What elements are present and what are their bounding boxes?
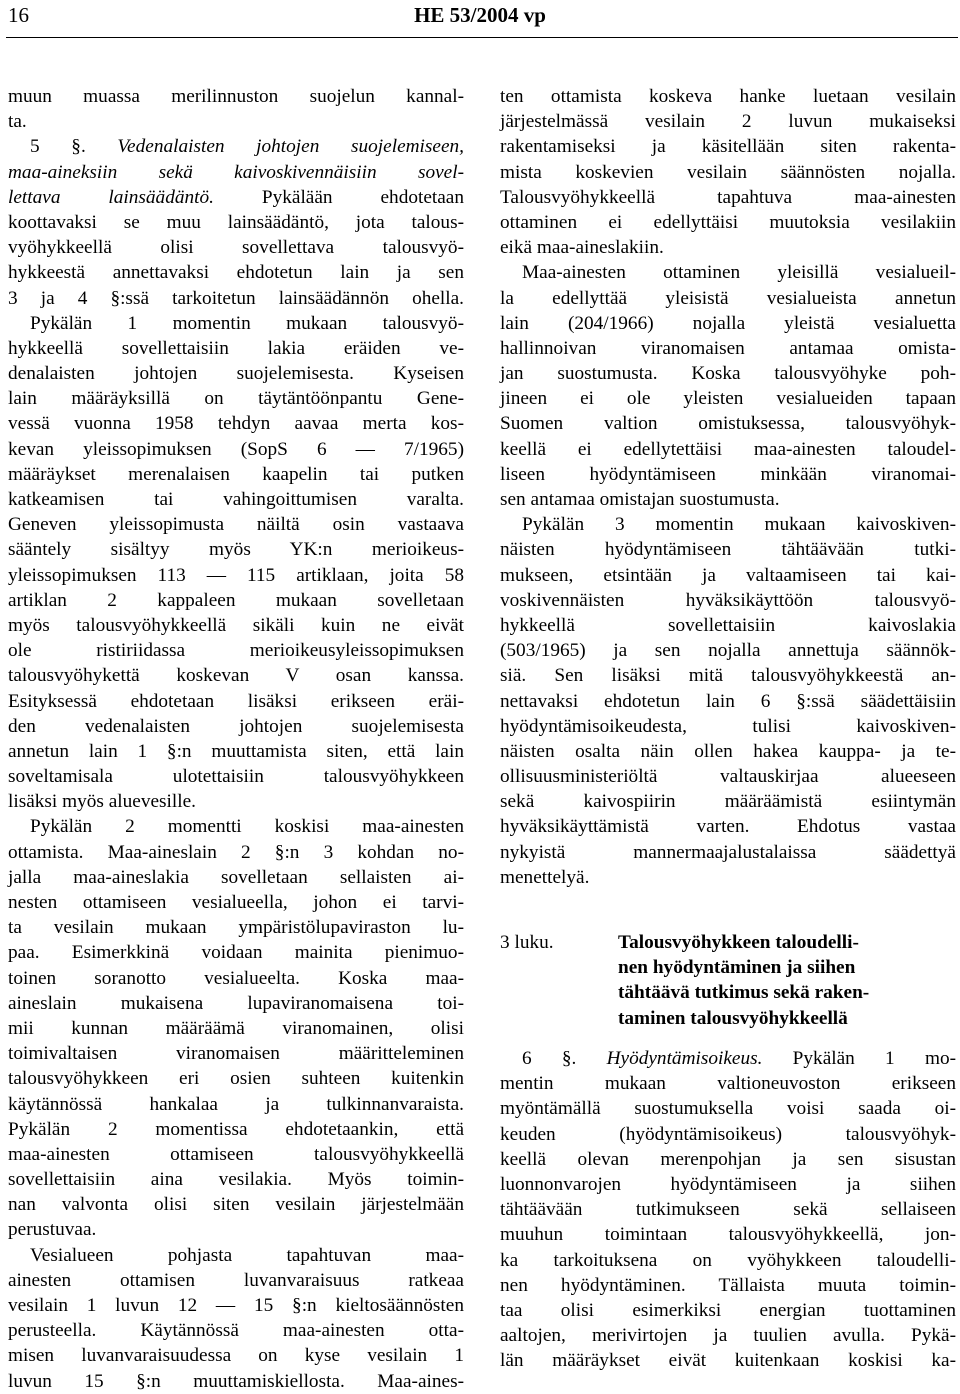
- text-line: nen hyödyntäminen. Tällaista muuta toimin-: [500, 1274, 956, 1296]
- text-line: ole ristiriidassa merioikeusyleissopimuksen: [8, 640, 464, 662]
- chapter-title-line: Talousvyöhykkeen taloudelli-: [618, 932, 859, 953]
- text-line: järjestelmässä vesilain 2 luvun mukaiseksi: [500, 111, 956, 133]
- text-line: nettavaksi ehdotetun lain 6 §:ssä säädettäisiin: [500, 690, 956, 712]
- text-line: Vesialueen pohjasta tapahtuvan maa-: [30, 1244, 464, 1266]
- text-line: jalla maa-aineslakia sovelletaan sellaisten ai-: [8, 866, 464, 888]
- text-line: aaltojen, merivirtojen ja tuulien avulla. Pykä-: [500, 1325, 956, 1347]
- text-line: 5 §. Vedenalaisten johtojen suojelemiseen,: [30, 136, 464, 158]
- header-rule: [6, 37, 958, 38]
- text-line: denalaisten johtojen suojelemisesta. Kyseisen: [8, 363, 464, 385]
- text-line: ta.: [8, 111, 27, 133]
- text-line: sovellettaisiin aina vesilakia. Myös toimin-: [8, 1169, 464, 1191]
- text-line: lettava lainsäädäntö. Pykälään ehdotetaan: [8, 186, 465, 208]
- text-line: myöntämällä suostumuksella voisi saada oi-: [500, 1098, 956, 1120]
- text-line: Geneven yleissopimusta näiltä osin vastaava: [8, 514, 464, 536]
- chapter-title-line: taminen talousvyöhykkeellä: [618, 1007, 848, 1029]
- text-line: Maa-ainesten ottaminen yleisillä vesialueil-: [522, 262, 956, 284]
- text-line: nan valvonta olisi siten vesilain järjestelmään: [8, 1194, 464, 1216]
- text-line: hykkeestä annettavaksi ehdotetun lain ja sen: [8, 262, 464, 284]
- text-line: aineslain mukaisena lupaviranomaisena toi-: [8, 992, 464, 1014]
- text-line: jineen ei ole yleisten vesialueiden tapaan: [500, 388, 956, 410]
- text-line: ollisuusministeriöltä valtauskirjaa alueeseen: [500, 766, 956, 788]
- text-line: keuden (hyödyntämisoikeus) talousvyöhyk-: [500, 1123, 956, 1145]
- text-line: nesten ottamiseen vesialueella, johon ei tarvi-: [8, 892, 464, 913]
- text-line: ainesten ottamisen luvanvaraisuus ratkeaa: [8, 1269, 464, 1291]
- text-line: ottamista. Maa-aineslain 2 §:n 3 kohdan no-: [8, 841, 464, 863]
- text-line: kevan yleissopimuksen (SopS 6 — 7/1965): [8, 438, 464, 460]
- chapter-title-line: nen hyödyntäminen ja siihen: [618, 957, 856, 979]
- text-line: hyväksikäyttämistä varten. Ehdotus vastaa: [500, 816, 956, 838]
- text-line: maa-aineksiin sekä kaivoskivennäisiin sovel-: [8, 161, 464, 183]
- text-line: mukseen, etsintään ja valtaamiseen tai kai-: [500, 564, 956, 586]
- text-line: lain määräyksillä on täytäntöönpantu Gene-: [8, 388, 464, 410]
- left-column: [8, 84, 464, 1394]
- right-column-bottom-text: [500, 1046, 956, 1373]
- text-line: koottavaksi se muu lainsäädäntö, jota talous-: [8, 211, 464, 233]
- text-line: määräykset merenalaisen kaapelin tai putken: [8, 463, 464, 485]
- text-line: keellä olevan merenpohjan ja sen sisustan: [500, 1148, 956, 1170]
- text-line: län määräykset eivät kuitenkaan koskisi ka-: [500, 1350, 956, 1372]
- text-line: talousvyöhykkeen eri osien suhteen kuitenkin: [8, 1068, 464, 1090]
- text-line: näisten osalta näin ollen hakea kauppa- ja te-: [500, 740, 956, 762]
- text-line: liseen hyödyntämiseen minkään viranomai-: [500, 463, 956, 485]
- text-line: den vedenalaisten johtojen suojelemisesta: [8, 715, 464, 737]
- text-line: toinen soranotto vesialueelta. Koska maa-: [8, 967, 464, 989]
- text-line: maa-ainesten ottamiseen talousvyöhykkeellä: [8, 1143, 464, 1165]
- text-line: käytännössä hankalaa ja tulkinnanvaraista.: [8, 1093, 464, 1115]
- text-line: 3 ja 4 §:ssä tarkoitetun lainsäädännön ohella.: [8, 287, 464, 309]
- text-line: Pykälän 2 momentissa ehdotetaankin, että: [8, 1118, 464, 1140]
- text-line: lisäksi myös aluevesille.: [8, 791, 196, 813]
- text-line: muun muassa merilinnuston suojelun kannal-: [8, 86, 464, 107]
- text-line: vessä vuonna 1958 tehdyn aavaa merta kos-: [8, 413, 464, 435]
- text-line: yleissopimuksen 113 — 115 artiklaan, joita 58: [8, 564, 464, 586]
- text-line: nykyistä mannermaajalustalaissa säädettyä: [500, 841, 956, 863]
- text-line: perusteella. Käytännössä maa-ainesten otta-: [8, 1320, 464, 1342]
- document-id: HE 53/2004 vp: [414, 3, 546, 27]
- text-line: annetun lain 1 §:n muuttamista siten, että lain: [8, 740, 464, 762]
- text-line: paa. Esimerkkinä voidaan mainita pienimuo-: [8, 942, 464, 964]
- text-line: soveltamisala ulotettaisiin talousvyöhykkeen: [8, 766, 464, 788]
- text-line: Suomen valtion omistuksessa, talousvyöhyk-: [500, 413, 956, 435]
- text-line: vesilain 1 luvun 12 — 15 §:n kieltosäännösten: [8, 1295, 464, 1316]
- text-line: luonnonvarojen hyödyntämiseen ja siihen: [500, 1173, 956, 1195]
- text-line: Esityksessä ehdotetaan lisäksi erikseen eräi-: [8, 690, 464, 712]
- page-header: [0, 0, 960, 40]
- text-line: Pykälän 1 momentin mukaan talousvyö-: [30, 312, 464, 334]
- chapter-title-line: tähtäävä tutkimus sekä raken-: [618, 982, 870, 1004]
- text-line: mentin mukaan valtioneuvoston erikseen: [500, 1073, 956, 1095]
- text-line: menettelyä.: [500, 866, 590, 888]
- text-line: taa olisi esimerkiksi energian tuottaminen: [500, 1299, 956, 1321]
- text-line: sen antamaa omistajan suostumusta.: [500, 489, 780, 510]
- text-line: talousvyöhykettä koskevan V osan kanssa.: [8, 665, 464, 687]
- text-line: hyödyntämisoikeudesta, tulisi kaivoskiven-: [500, 715, 956, 737]
- text-line: jan suostumusta. Koska talousvyöhyke poh-: [500, 363, 956, 385]
- text-line: 6 §. Hyödyntämisoikeus. Pykälän 1 mo-: [522, 1048, 957, 1069]
- text-line: sekä kaivospiirin määräämistä esiintymän: [500, 791, 956, 813]
- text-line: Pykälän 3 momentin mukaan kaivoskiven-: [522, 514, 956, 536]
- text-line: Talousvyöhykkeellä tapahtuva maa-ainesten: [500, 186, 956, 208]
- text-line: myös talousvyöhykkeellä sikäli kuin ne eivät: [8, 614, 464, 636]
- text-line: toimivaltaisen viranomaisen määritteleminen: [8, 1043, 464, 1065]
- text-line: eikä maa-aineslakiin.: [500, 237, 664, 259]
- text-line: ta vesilain mukaan ympäristölupaviraston lu-: [8, 917, 464, 939]
- text-line: lain (204/1966) nojalla yleistä vesialuetta: [500, 312, 956, 334]
- text-line: (503/1965) ja sen nojalla annettuja säännök-: [500, 640, 956, 662]
- text-line: misen luvanvaraisuudessa on kyse vesilain 1: [8, 1345, 464, 1367]
- page-number: 16: [8, 3, 29, 27]
- text-line: hykkeellä sovellettaisiin lakia eräiden ve-: [8, 337, 464, 359]
- text-line: luvun 15 §:n muuttamiskiellosta. Maa-aines-: [8, 1370, 464, 1392]
- text-line: näisten hyödyntämiseen tähtäävään tutki-: [500, 539, 956, 561]
- text-line: siä. Sen lisäksi mitä talousvyöhykkeestä an-: [500, 665, 956, 687]
- text-line: hallinnoivan viranomaisen antamaa omista-: [500, 337, 956, 359]
- text-line: Pykälän 2 momentti koskisi maa-ainesten: [30, 816, 464, 838]
- chapter-number: 3 luku.: [500, 932, 554, 953]
- text-line: tähtäävään tutkimukseen sekä sellaiseen: [500, 1199, 956, 1221]
- text-line: la edellyttää yleisistä vesialueista annetun: [500, 287, 956, 309]
- right-column: [500, 84, 956, 1373]
- text-line: rakentamiseksi ja käsitellään siten rakenta-: [500, 136, 956, 158]
- text-line: vyöhykkeellä olisi sovellettava talousvyö-: [8, 237, 464, 259]
- right-column-top-text: [500, 84, 956, 890]
- text-line: katkeamisen tai vahingoittumisen varalta.: [8, 489, 464, 510]
- text-line: ka tarkoituksena on vyöhykkeen taloudelli-: [500, 1249, 956, 1271]
- text-line: mii kunnan määräämä viranomainen, olisi: [8, 1017, 464, 1039]
- text-line: artiklan 2 kappaleen mukaan sovelletaan: [8, 589, 464, 611]
- text-line: hykkeellä sovellettaisiin kaivoslakia: [500, 614, 956, 636]
- text-line: mista koskevien vesilain säännösten nojalla.: [500, 161, 956, 183]
- text-line: keellä ei edellytettäisi maa-ainesten taloudel-: [500, 438, 956, 460]
- text-line: voskivennäisten hyväksikäyttöön talousvyö-: [500, 589, 956, 611]
- text-line: ottaminen ei edellyttäisi muutoksia vesilakiin: [500, 211, 956, 233]
- chapter-heading: [500, 930, 956, 1031]
- text-line: sääntely sisältyy myös YK:n merioikeus-: [8, 539, 464, 561]
- text-line: ten ottamista koskeva hanke luetaan vesilain: [500, 86, 956, 107]
- chapter-title: [618, 930, 958, 1031]
- text-line: perustuvaa.: [8, 1219, 97, 1241]
- text-line: muuhun toimintaan talousvyöhykkeellä, jon-: [500, 1224, 956, 1246]
